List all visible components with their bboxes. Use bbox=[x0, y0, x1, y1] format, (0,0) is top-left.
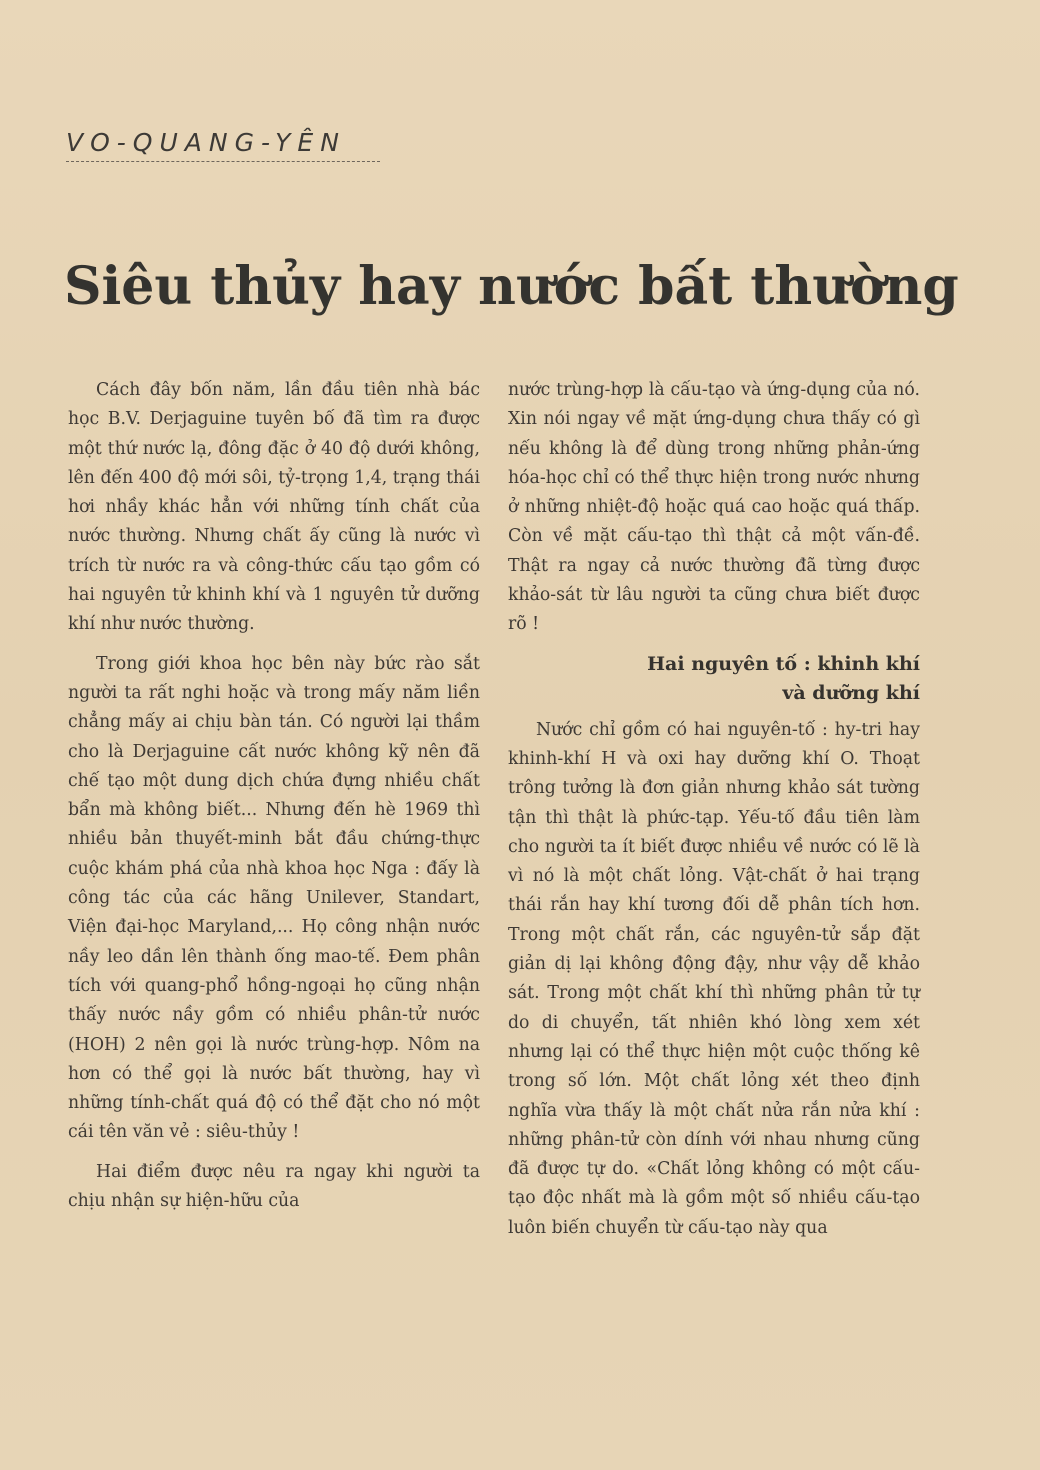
subheading-line: Hai nguyên tố : khinh khí bbox=[647, 652, 920, 675]
paragraph: Cách đây bốn năm, lần đầu tiên nhà bác học B.V. Derjaguine tuyên bố đã tìm ra được một thứ nước lạ, đông đặc ở 40 độ dưới không, lên đến 400 độ mới sôi, tỷ-trọng 1,4, trạng thái hơi nhầy khác hẳn với những tính chất của nước thường. Nhưng chất ấy cũng là nước vì trích từ nước ra và công-thức cấu tạo gồm có hai nguyên tử khinh khí và 1 nguyên tử dưỡng khí như nước thường. bbox=[68, 380, 480, 635]
paragraph: nước trùng-hợp là cấu-tạo và ứng-dụng của nó. Xin nói ngay về mặt ứng-dụng chưa thấy có gì nếu không là để dùng trong những phản-ứng hóa-học chỉ có thể thực hiện trong nước nhưng ở những nhiệt-độ hoặc quá cao hoặc quá thấp. Còn về mặt cấu-tạo thì thật cả một vấn-đề. Thật ra ngay cả nước thường đã từng được khảo-sát từ lâu người ta cũng chưa biết được rõ ! bbox=[508, 380, 920, 635]
paragraph: Hai điểm được nêu ra ngay khi người ta chịu nhận sự hiện-hữu của bbox=[68, 1161, 480, 1212]
subheading-line: và dưỡng khí bbox=[782, 681, 920, 704]
section-subheading bbox=[508, 650, 920, 708]
left-column bbox=[68, 376, 480, 1226]
paragraph: Nước chỉ gồm có hai nguyên-tố : hy-tri hay khinh-khí H và oxi hay dưỡng khí O. Thoạt trông tưởng là đơn giản nhưng khảo sát tường tận thì thật là phức-tạp. Yếu-tố đầu tiên làm cho người ta ít biết được nhiều về nước có lẽ là vì nó là một chất lỏng. Vật-chất ở hai trạng thái rắn hay khí tương đối dễ phân tích hơn. Trong một chất rắn, các nguyên-tử sắp đặt giản dị lại không động đậy, như vậy dễ khảo sát. Trong một chất khí thì những phân tử tự do di chuyển, tất nhiên khó lòng xem xét nhưng lại có thể thực hiện một cuộc thống kê trong số lớn. Một chất lỏng xét theo định nghĩa vừa thấy là một chất nửa rắn nửa khí : những phân-tử còn dính với nhau nhưng cũng đã được tự do. «Chất lỏng không có một cấu-tạo độc nhất mà là gồm một số nhiều cấu-tạo luôn biến chuyển từ cấu-tạo này qua bbox=[508, 719, 920, 1238]
author-name: VO-QUANG-YÊN bbox=[66, 128, 380, 162]
paragraph: Trong giới khoa học bên này bức rào sắt người ta rất nghi hoặc và trong mấy năm liền chẳng mấy ai chịu bàn tán. Có người lại thầm cho là Derjaguine cất nước không kỹ nên đã chế tạo một dung dịch chứa đựng nhiều chất bẩn mà không biết... Nhưng đến hè 1969 thì nhiều bản thuyết-minh bắt đầu chứng-thực cuộc khám phá của nhà khoa học Nga : đấy là công tác của các hãng Unilever, Standart, Viện đại-học Maryland,... Họ công nhận nước nầy leo dần lên thành ống mao-tế. Đem phân tích với quang-phổ hồng-ngoại họ cũng nhận thấy nước nầy gồm có nhiều phân-tử nước (HOH) 2 nên gọi là nước trùng-hợp. Nôm na hơn có thể gọi là nước bất thường, hay vì những tính-chất quá độ có thể đặt cho nó một cái tên văn vẻ : siêu-thủy ! bbox=[68, 653, 480, 1143]
right-column bbox=[508, 376, 920, 1253]
article-title: Siêu thủy hay nước bất thường bbox=[64, 256, 959, 317]
